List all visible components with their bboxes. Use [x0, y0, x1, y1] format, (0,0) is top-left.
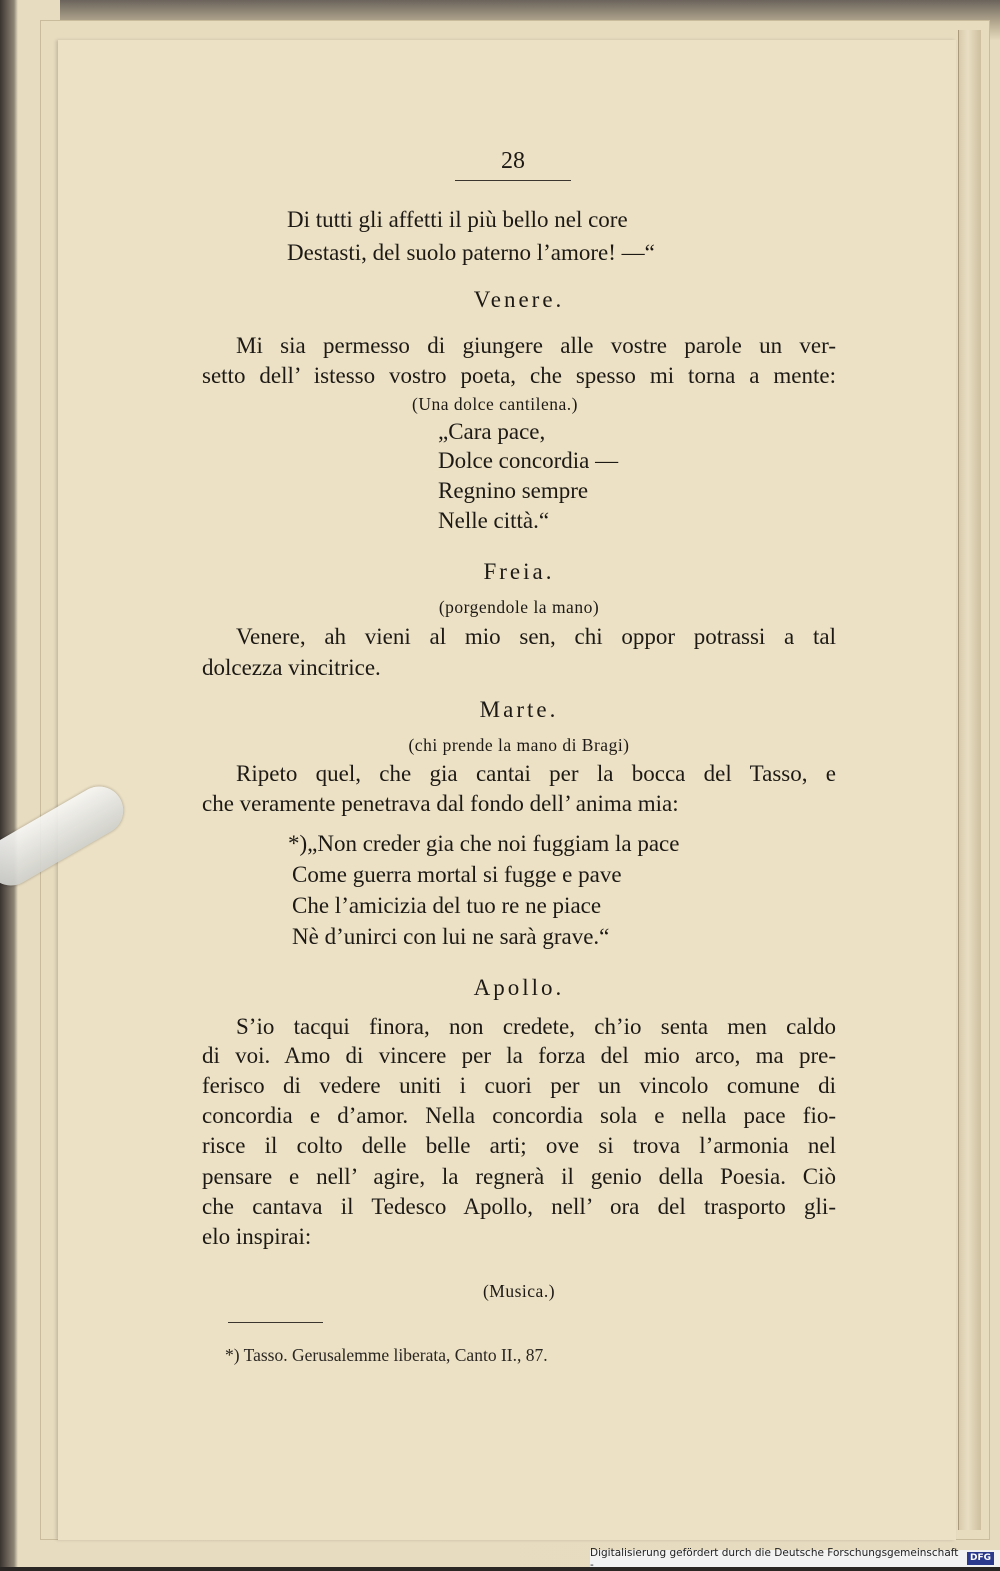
verse-line: Dolce concordia — — [438, 448, 619, 473]
page-number: 28 — [501, 148, 525, 174]
verse-line: Come guerra mortal si fugge e pave — [292, 862, 622, 887]
speaker-apollo: Apollo. — [473, 975, 565, 1000]
footnote-rule — [228, 1322, 323, 1323]
prose-line: S’io tacqui finora, non credete, ch’io senta men caldo — [236, 1014, 836, 1039]
prose-line: che veramente penetrava dal fondo dell’ anima mia: — [202, 791, 679, 816]
prose-line: concordia e d’amor. Nella concordia sola e nella pace fio- — [202, 1103, 836, 1128]
prose-line: che cantava il Tedesco Apollo, nell’ ora del trasporto gli- — [202, 1194, 836, 1219]
stage-direction: (Una dolce cantilena.) — [412, 394, 578, 414]
prose-line: di voi. Amo di vincere per la forza del mio arco, ma pre- — [202, 1043, 836, 1068]
stage-direction: (porgendole la mano) — [438, 597, 600, 617]
prose-line: risce il colto delle belle arti; ove si trova l’armonia nel — [202, 1133, 836, 1158]
prose-line: ferisco di vedere uniti i cuori per un vincolo comune di — [202, 1073, 836, 1098]
prose-line: elo inspirai: — [202, 1224, 312, 1249]
page-number-rule — [455, 180, 571, 181]
prose-line: Ripeto quel, che gia cantai per la bocca del Tasso, e — [236, 761, 836, 786]
dfg-logo: DFG — [967, 1552, 994, 1565]
verse-line: Nè d’unirci con lui ne sarà grave.“ — [292, 924, 610, 949]
verse-line: Nelle città.“ — [438, 508, 550, 533]
speaker-venere: Venere. — [473, 287, 565, 312]
prose-line: pensare e nell’ agire, la regnerà il genio della Poesia. Ciò — [202, 1164, 836, 1189]
verse-line: Destasti, del suolo paterno l’amore! —“ — [287, 240, 655, 265]
stage-direction: (chi prende la mano di Bragi) — [408, 735, 630, 755]
prose-line: Mi sia permesso di giungere alle vostre parole un ver- — [236, 333, 836, 358]
verse-line: *)„Non creder gia che noi fuggiam la pace — [288, 831, 680, 856]
book-right-edge — [958, 30, 981, 1530]
speaker-marte: Marte. — [479, 697, 559, 722]
digitization-notice: Digitalisierung gefördert durch die Deutsche Forschungsgemeinschaft - — [590, 1546, 959, 1571]
stage-direction: (Musica.) — [482, 1281, 556, 1301]
verse-line: Regnino sempre — [438, 478, 589, 503]
prose-line: dolcezza vincitrice. — [202, 655, 381, 680]
footnote: *) Tasso. Gerusalemme liberata, Canto II., 87. — [225, 1345, 548, 1365]
prose-line: Venere, ah vieni al mio sen, chi oppor potrassi a tal — [236, 624, 836, 649]
verse-line: „Cara pace, — [438, 419, 546, 444]
verse-line: Di tutti gli affetti il più bello nel core — [287, 207, 628, 232]
verse-line: Che l’amicizia del tuo re ne piace — [292, 893, 602, 918]
prose-line: setto dell’ istesso vostro poeta, che spesso mi torna a mente: — [202, 363, 836, 388]
digitization-footer — [590, 1546, 1000, 1571]
speaker-freia: Freia. — [483, 559, 555, 584]
